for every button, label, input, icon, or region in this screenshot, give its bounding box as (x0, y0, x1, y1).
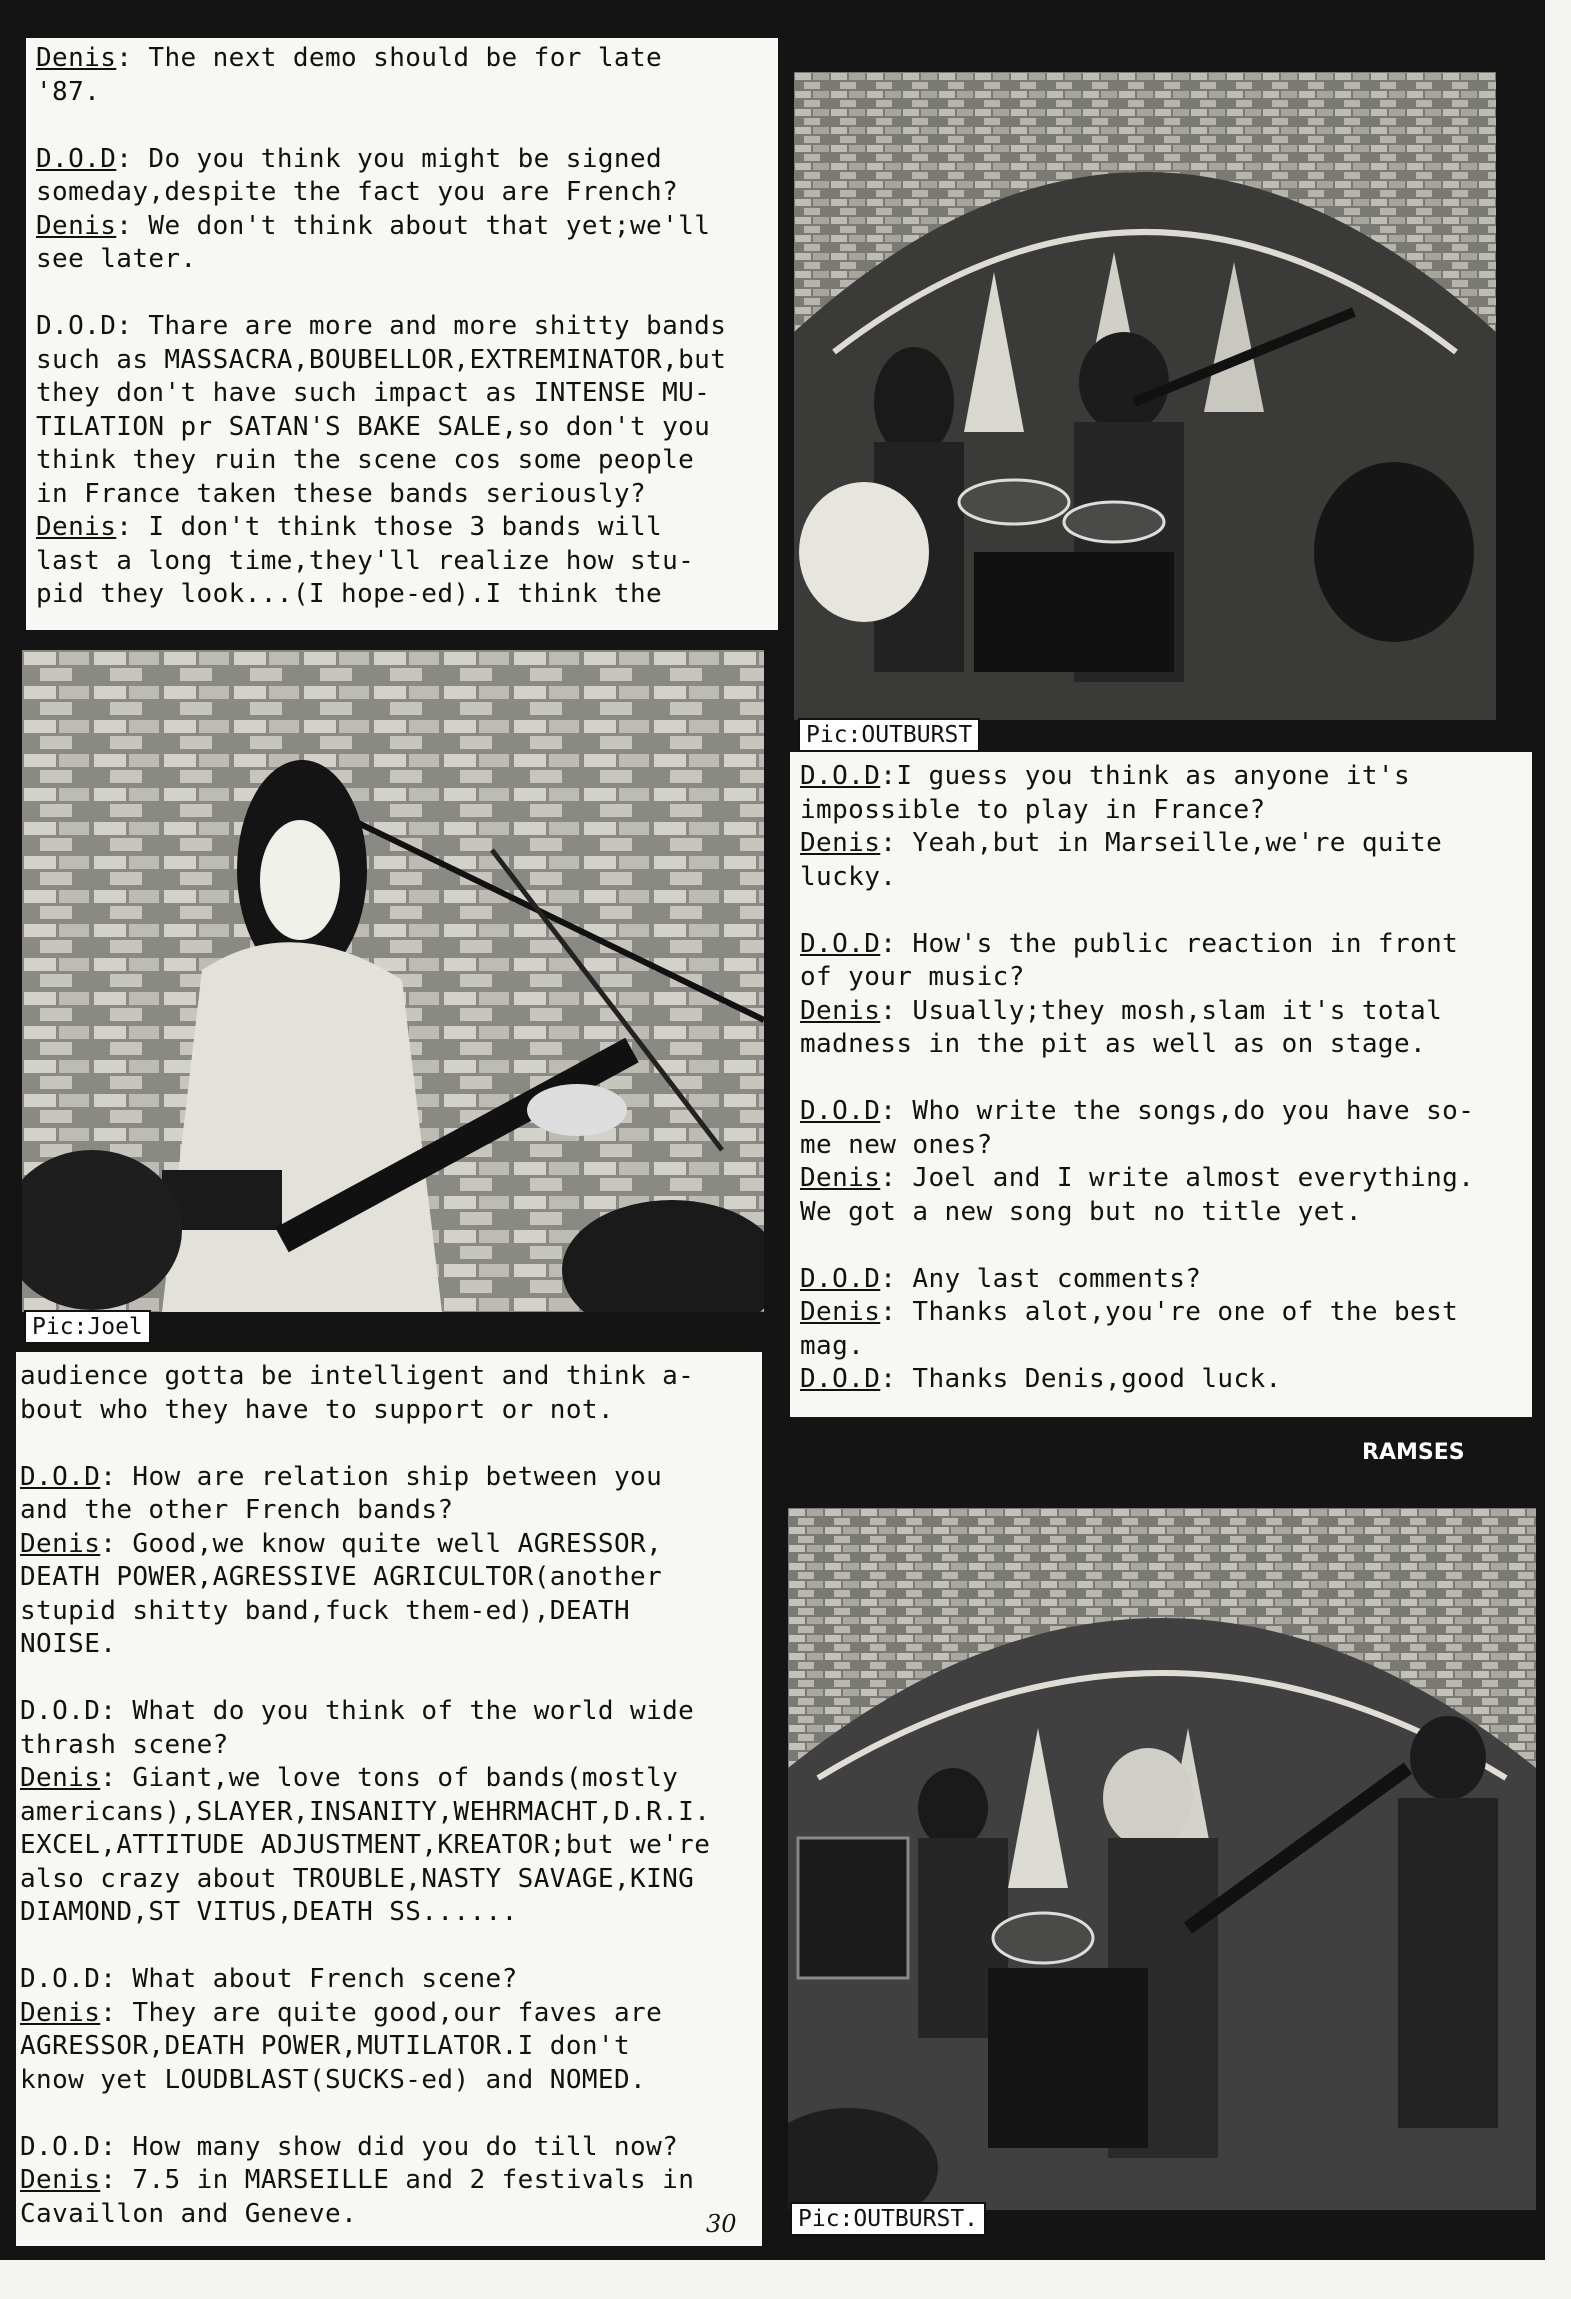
text-line (800, 1062, 1474, 1096)
text-line: last a long time,they'll realize how stu- (36, 545, 695, 576)
text-line: impossible to play in France? (800, 794, 1266, 825)
text-line: americans),SLAYER,INSANITY,WEHRMACHT,D.R.I. (20, 1796, 711, 1827)
text-line: someday,despite the fact you are French? (36, 177, 679, 207)
text-line (20, 1662, 710, 1696)
text-line: Denis: We don't think about that yet;we'll (36, 210, 711, 241)
photo-caption-bottom-right: Pic:OUTBURST. (790, 2202, 986, 2236)
text-line: pid they look...(I hope-ed).I think the (36, 579, 663, 609)
author-credit: RAMSES (1362, 1440, 1465, 1465)
text-line: Denis: Thanks alot,you're one of the best (800, 1297, 1459, 1327)
text-line: Denis: Joel and I write almost everything. (800, 1163, 1475, 1193)
text-line: lucky. (800, 861, 897, 892)
text-line: stupid shitty band,fuck them-ed),DEATH (20, 1595, 631, 1626)
text-line: AGRESSOR,DEATH POWER,MUTILATOR.I don't (20, 2031, 631, 2061)
text-line: D.O.D: Thanks Denis,good luck. (800, 1364, 1282, 1394)
interview-panel-bottom-left (16, 1352, 762, 2246)
text-line: D.O.D: Who write the songs,do you have so- (800, 1096, 1475, 1126)
text-line: me new ones? (800, 1129, 993, 1160)
text-line: D.O.D:I guess you think as anyone it's (800, 761, 1411, 791)
text-line: in France taken these bands seriously? (36, 478, 647, 509)
page-edge (1545, 0, 1571, 2299)
text-line: Denis: They are quite good,our faves are (20, 1997, 663, 2028)
text-line (36, 109, 726, 143)
text-line: think they ruin the scene cos some people (36, 445, 695, 475)
concert-photo-guitarist (22, 650, 764, 1312)
interview-panel-top-left (26, 38, 778, 630)
photo-caption-top-right: Pic:OUTBURST (798, 718, 980, 752)
text-line: Cavaillon and Geneve. (20, 2198, 358, 2229)
text-line: of your music? (800, 962, 1025, 992)
text-line: D.O.D: How's the public reaction in front (800, 928, 1459, 959)
text-line: DEATH POWER,AGRESSIVE AGRICULTOR(another (20, 1562, 663, 1592)
page-bottom-margin (0, 2260, 1571, 2299)
text-line: NOISE. (20, 1629, 117, 1659)
text-line: Denis: Yeah,but in Marseille,we're quite (800, 828, 1443, 858)
page-number: 30 (706, 2210, 737, 2238)
text-line: see later. (36, 244, 197, 274)
interview-text-block-1 (36, 42, 726, 612)
interview-panel-right (790, 752, 1532, 1417)
text-line (800, 1229, 1474, 1263)
text-line: D.O.D: Do you think you might be signed (36, 143, 663, 174)
text-line: Denis: The next demo should be for late (36, 43, 663, 73)
text-line: bout who they have to support or not. (20, 1394, 614, 1425)
text-line: mag. (800, 1330, 865, 1361)
text-line: Denis: Good,we know quite well AGRESSOR, (20, 1528, 663, 1559)
text-line: D.O.D: How many show did you do till now? (20, 2131, 679, 2162)
text-line: thrash scene? (20, 1729, 229, 1760)
text-line: '87. (36, 76, 101, 107)
text-line: D.O.D: Any last comments? (800, 1263, 1202, 1294)
text-line (20, 1427, 710, 1461)
text-line (36, 277, 726, 311)
text-line: D.O.D: Thare are more and more shitty bands (36, 311, 727, 341)
text-line: Denis: 7.5 in MARSEILLE and 2 festivals in (20, 2165, 695, 2195)
text-line: EXCEL,ATTITUDE ADJUSTMENT,KREATOR;but we're (20, 1830, 711, 1860)
text-line: Denis: Giant,we love tons of bands(mostly (20, 1763, 679, 1793)
text-line: We got a new song but no title yet. (800, 1196, 1362, 1227)
text-line: audience gotta be intelligent and think a- (20, 1361, 695, 1391)
text-line: also crazy about TROUBLE,NASTY SAVAGE,KING (20, 1863, 695, 1894)
text-line: DIAMOND,ST VITUS,DEATH SS...... (20, 1897, 518, 1927)
text-line: D.O.D: What do you think of the world wide (20, 1696, 695, 1726)
text-line: D.O.D: How are relation ship between you (20, 1461, 663, 1492)
concert-photo-bottom-right (788, 1508, 1536, 2210)
text-line: such as MASSACRA,BOUBELLOR,EXTREMINATOR,but (36, 344, 727, 375)
interview-text-block-2 (800, 760, 1474, 1397)
text-line: they don't have such impact as INTENSE MU- (36, 378, 711, 408)
text-line: Denis: Usually;they mosh,slam it's total (800, 995, 1443, 1026)
photo-caption-left: Pic:Joel (24, 1310, 151, 1344)
text-line: know yet LOUDBLAST(SUCKS-ed) and NOMED. (20, 2064, 647, 2095)
text-line (800, 894, 1474, 928)
text-line: madness in the pit as well as on stage. (800, 1029, 1427, 1059)
interview-text-block-3 (20, 1360, 710, 2231)
text-line: and the other French bands? (20, 1495, 454, 1525)
text-line: D.O.D: What about French scene? (20, 1964, 518, 1994)
concert-photo-top-right (794, 72, 1496, 720)
text-line (20, 2097, 710, 2131)
text-line: Denis: I don't think those 3 bands will (36, 512, 663, 542)
text-line: TILATION pr SATAN'S BAKE SALE,so don't you (36, 411, 711, 442)
text-line (20, 1930, 710, 1964)
